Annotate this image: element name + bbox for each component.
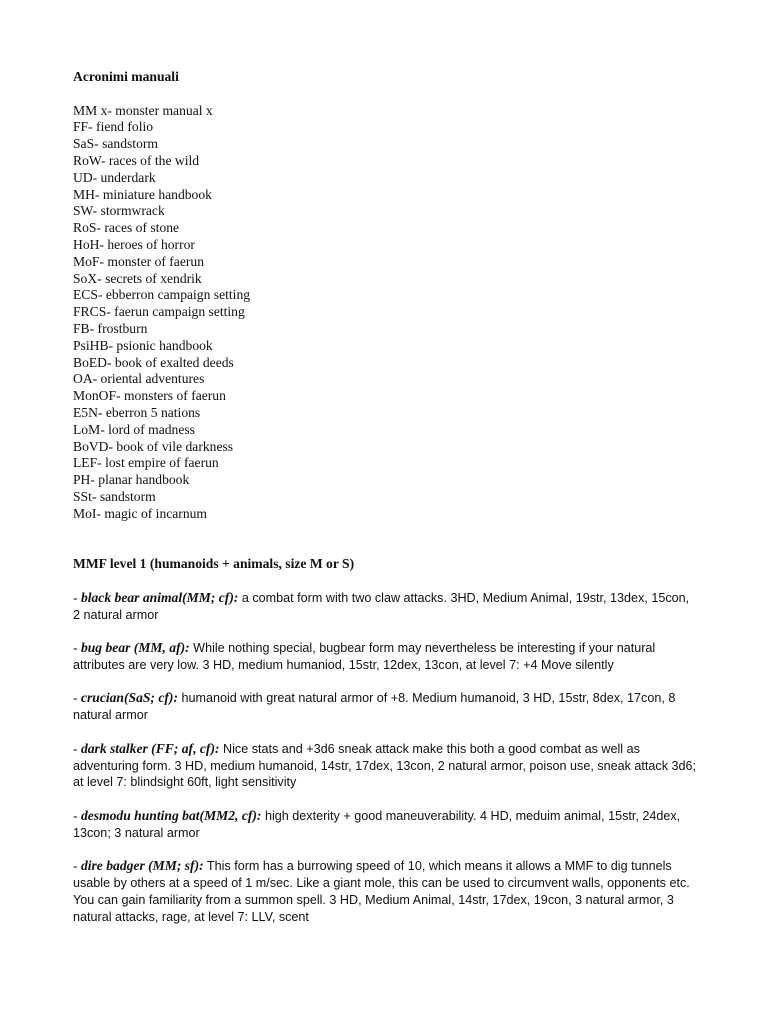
acronym-item: MonOF- monsters of faerun (73, 388, 226, 404)
entry-description: a combat form with two claw attacks. 3HD, Medium Animal, 19str, 13dex, 15con, 2 natural armor (73, 590, 690, 622)
acronym-item: MM x- monster manual x (73, 102, 213, 118)
entry-dash: - (73, 808, 81, 824)
entry-paragraph (73, 741, 698, 791)
acronym-item: SW- stormwrack (73, 203, 165, 219)
entry-dash: - (73, 858, 81, 874)
acronym-item: FF- fiend folio (73, 119, 154, 135)
entry-dash: - (73, 640, 81, 656)
entry-name: bug bear (MM, af): (80, 640, 190, 656)
acronym-item: OA- oriental adventures (73, 371, 205, 387)
acronym-item: SSt- sandstorm (73, 488, 156, 504)
entry-paragraph (73, 808, 698, 842)
entry-name: desmodu hunting bat(MM2, cf): (80, 808, 262, 824)
acronym-item: MoF- monster of faerun (73, 253, 204, 269)
acronym-item: RoW- races of the wild (73, 152, 200, 168)
acronym-item: SoX- secrets of xendrik (73, 270, 202, 286)
acronym-item: E5N- eberron 5 nations (73, 404, 201, 420)
entry-dash: - (73, 589, 81, 605)
document-body (73, 69, 698, 926)
acronym-item: BoVD- book of vile darkness (73, 438, 234, 454)
entry-paragraph (73, 858, 698, 925)
acronym-item: HoH- heroes of horror (73, 236, 195, 252)
entry-description: humanoid with great natural armor of +8. Medium humanoid, 3 HD, 15str, 8dex, 17con, 8 natural armor (73, 691, 676, 723)
acronym-item: MoI- magic of incarnum (73, 505, 208, 521)
acronym-item: SaS- sandstorm (73, 136, 158, 152)
entry-paragraph (73, 590, 698, 624)
entry-description: While nothing special, bugbear form may nevertheless be interesting if your natural attributes are very low. 3 HD, medium humaniod, 15str, 12dex, 13con, at level 7: +4 Move silently (73, 641, 656, 672)
acronym-item: PsiHB- psionic handbook (73, 337, 213, 353)
entry-dash: - (73, 690, 81, 706)
entry-paragraph (73, 690, 698, 724)
acronym-item: BoED- book of exalted deeds (73, 354, 234, 370)
entry-description: Nice stats and +3d6 sneak attack make this both a good combat as well as adventuring form. 3 HD, medium humanoid, 14str, 17dex, 13con, 2 natural armor, poison use, sneak attack 3d6; at level 7: blindsight 60ft, light sensitivity (73, 741, 697, 790)
entry-paragraph (73, 640, 698, 674)
acronym-item: LEF- lost empire of faerun (73, 455, 219, 471)
section-heading: MMF level 1 (humanoids + animals, size M or S) (73, 556, 355, 572)
acronyms-heading: Acronimi manuali (73, 69, 179, 84)
entry-description: This form has a burrowing speed of 10, which means it allows a MMF to dig tunnels usable by others at a speed of 1 m/sec. Like a giant mole, this can be used to circumvent walls, opponents etc. You can gain familiarity from a summon spell. 3 HD, Medium Animal, 14str, 17dex, 19con, 3 natural armor, 3 natural attacks, rage, at level 7: LLV, scent (73, 859, 690, 924)
acronyms-list (73, 103, 698, 523)
acronym-item: UD- underdark (73, 169, 156, 185)
entry-dash: - (73, 740, 81, 756)
acronym-item: FB- frostburn (73, 320, 148, 336)
acronym-item: FRCS- faerun campaign setting (73, 304, 245, 320)
acronym-item: LoM- lord of madness (73, 421, 195, 437)
entry-name: crucian(SaS; cf): (80, 690, 178, 706)
acronym-item: RoS- races of stone (73, 220, 180, 236)
acronym-item: PH- planar handbook (73, 472, 190, 488)
entry-name: dire badger (MM; sf): (80, 858, 204, 874)
acronym-item: MH- miniature handbook (73, 186, 212, 202)
entry-name: dark stalker (FF; af, cf): (80, 740, 220, 756)
entry-description: high dexterity + good maneuverability. 4 HD, meduim animal, 15str, 24dex, 13con; 3 natural armor (73, 809, 681, 840)
entry-name: black bear animal(MM; cf): (80, 589, 239, 605)
acronym-item: ECS- ebberron campaign setting (73, 287, 251, 303)
